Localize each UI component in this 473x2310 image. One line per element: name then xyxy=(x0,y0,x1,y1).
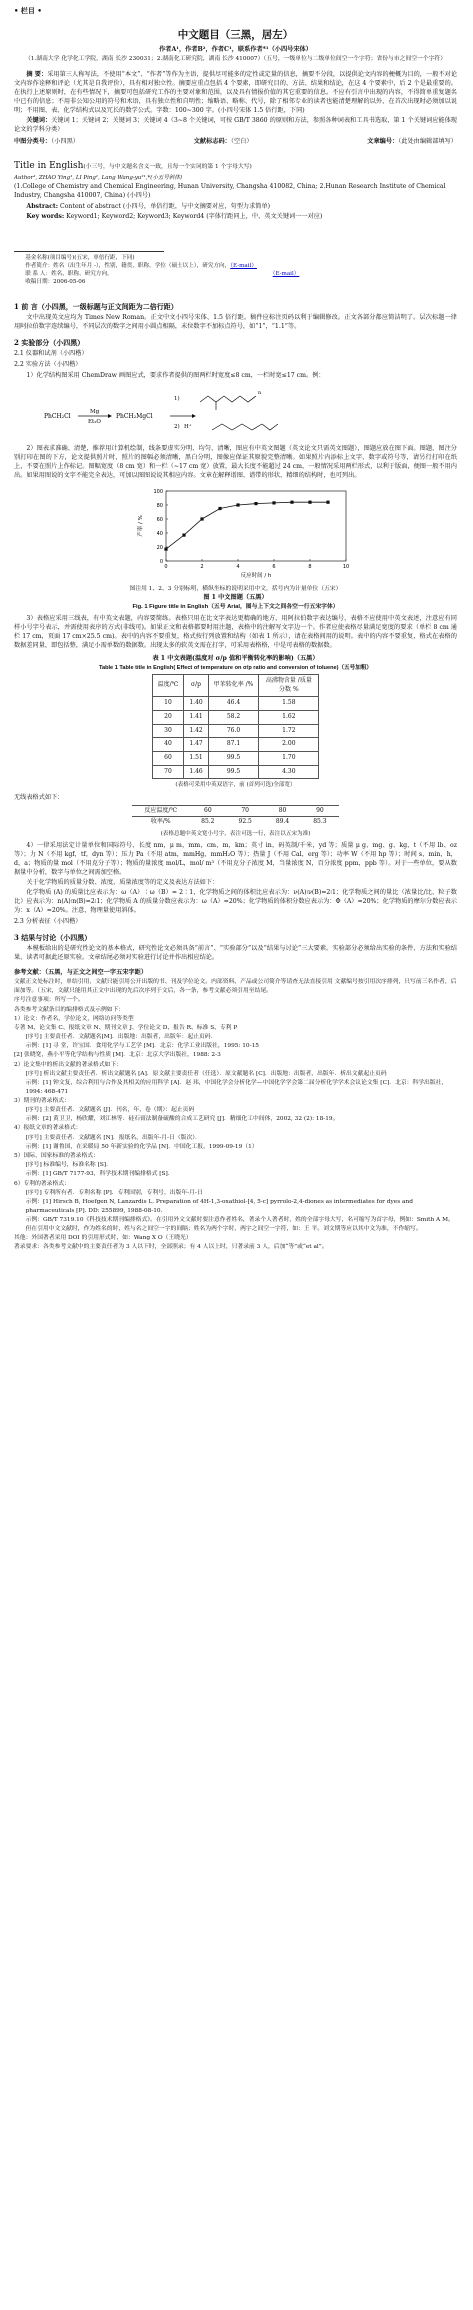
table-row xyxy=(152,752,319,766)
reference-item: [序号] 主要责任者．文献题名 [N]．报纸名，出版年-月-日（版次）． xyxy=(25,1134,201,1141)
section-1-text: 文中出现英文应均为 Times New Roman。正文中文小四号宋体、1.5 倍行距。稿件应标注页码以利于编辑修改。正文各部分都应简洁明了。层次标题一律用阿拉伯数字连续编号，不同层次的数字之间用小圆点相隔，末位数字不加标点符号，如“1”，“1.1”等。 xyxy=(14,314,457,331)
cell: 60 xyxy=(152,752,184,766)
data-point xyxy=(326,501,329,504)
keywords-cn xyxy=(14,117,457,135)
figure-caption-en: Fig. 1 Figure title in English（五号 Arial，图与上下文之间各空一行五宋字体） xyxy=(132,603,339,610)
cell: 1.51 xyxy=(184,752,208,766)
cell: 1.46 xyxy=(184,765,208,779)
reference-item: [序号] 主要责任者．文献题名 [J]．刊名，年，卷（期）：起止页码 xyxy=(25,1107,195,1114)
table-row xyxy=(152,765,319,779)
reference-item: 专著 M、论文集 C、报纸文章 N、期刊文章 J、学位论文 D、报告 R、标准 S、专利 P xyxy=(14,1024,238,1031)
doc-value: （空白） xyxy=(230,137,253,145)
section-2-2-text: 1）化学结构图采用 ChemDraw 画图应式，要求作者提供的图两栏时宽度≤8 cm，一栏时宽≤17 cm。例： xyxy=(26,372,325,380)
no-line-table xyxy=(132,805,338,828)
reference-item: 示例：[2] 黄卫卫，杨欣耀，刘江林等．硅石膏法制备硫酸的合成工艺研究 [J]．精细化工中间体，2002, 32 (2): 18-19。 xyxy=(25,1116,339,1123)
cell: 30 xyxy=(152,724,184,738)
cell: 60 xyxy=(189,805,226,817)
figure-caption-cn: 图 1 中文图题（五黑） xyxy=(203,593,268,601)
contact-email-link[interactable]: （E-mail） xyxy=(272,270,300,277)
reference-item: 示例：[1] Hirsch B, Hoefgen N, Lanzardis L. Preparation of 4H-1,3-oxathiol-[4, 5-c] pyrrolo-2,4-diones as intermediates for dyes and pharmaceuticals [P]. DD: 255899, 1988-08-10. xyxy=(25,1198,413,1214)
fund-note: 基金名称(项目编号)(五宋，单倍行距，下同) xyxy=(25,254,135,261)
art-value: （此处由编辑部填写） xyxy=(398,137,457,145)
reference-item: 文献正文处标注时，单结引用，文献只能引用公开出版的书、刊及学位论文。内部资料、产品或公司简介等请查无法直接引用 文献编号按引用次序排列，只写前三名作者，后面加等。（五宋，文献只能用其正文中出现的先后次序列于文后，各一条，参考文献必须引用至结尾。 xyxy=(14,979,457,995)
author-bio-text: 作者简介：姓名（出生年月 -），性别，籍贯，职称，学位（硕士以上），研究方向， xyxy=(25,262,231,269)
cls-value: （小四黑） xyxy=(51,137,79,145)
table-row xyxy=(132,805,338,817)
reference-item: 示例：[1] 谢鲁国，在采暖局 50 年新实验的化学品 [N]．中国化工报，1999-09-19（1） xyxy=(25,1143,258,1150)
reference-item: 示例：GB/T 7319.10《科技技术期刊编排格式》。在引用外文文献时要注意作者姓名，著录个人著者时，姓的全部字母大写，名可缩写为首字母，例如：Smith A M。但在引用中文文献时，作为姓名的时，姓与名之间空一字的间隔；姓名为两个字时，两字之间空一字符，如：王 平。刘文期等应以其中文为准，不作缩写。 xyxy=(25,1216,454,1232)
reference-item: 2）论文集中的析出文献的著录格式如下： xyxy=(14,1061,123,1068)
cell: 4.30 xyxy=(259,765,319,779)
step-2-label: 2) xyxy=(174,424,180,431)
reference-item: [序号] 析出文献主要责任者．析出文献题名 [A]．原文献主要责任者（任选）．原文献题名 [C]．出版地：出版者，出版年．析出文献起止页码 xyxy=(25,1070,387,1077)
no-line-table-note: (表格总题中英文宽小号字，表注可选一行，表注以五宋为准) xyxy=(160,830,311,837)
data-point xyxy=(182,534,185,537)
cell: 1.62 xyxy=(259,711,319,725)
table-caption-cn: 表 1 中文表题(温度对 σ/p 值和平衡转化率的影响)（五黑） xyxy=(152,654,319,662)
table-note: (表格可采用中英双语字，前 (首列可选)全部宽） xyxy=(175,782,296,789)
cell: 80 xyxy=(264,805,301,817)
abstract-cn xyxy=(14,71,457,116)
cls-label: 中图分类号： xyxy=(14,137,52,145)
cell: 87.1 xyxy=(208,738,259,752)
step-1-label: 1) xyxy=(174,396,180,403)
y-axis-label: 产率 / % xyxy=(138,515,144,537)
cell: 89.4 xyxy=(275,818,290,826)
doc-label: 文献标志码： xyxy=(193,137,231,145)
cell: 20 xyxy=(152,711,184,725)
cell: 收率/% xyxy=(150,818,171,826)
reference-item: 示例：[1] 钟文复，综合利用与合作及其相关的应用科学 [A]．赵 玮，中国化学会分析化学—中国化学学会第二届分析化学学术会议论文集 [C]．北京：科学出版社，1994: 468-471 xyxy=(25,1080,448,1095)
cell: 反应温度/℃ xyxy=(132,805,189,817)
cell: 70 xyxy=(152,765,184,779)
reaction-scheme-graphic xyxy=(44,382,364,444)
authors-en: Author¹, ZHAO Ying¹, LI Ping¹, Lang Wang-yu²¹,*(小五号斜体) xyxy=(14,174,183,181)
x-tick-label: 6 xyxy=(272,564,276,571)
y-tick-label: 60 xyxy=(156,517,163,524)
section-3-text: 本模板给出的是研究性论文的基本格式，研究性论文必须具备“前言”、“实验部分”以及“结果与讨论”三大要素。实验部分必须给出实验的条件、方法和实验结果，读者可据此还原实验。文章结尾必须对实验进行讨论并作出相应结论。 xyxy=(14,945,457,961)
figure-1 xyxy=(134,485,364,585)
cell: 1.58 xyxy=(259,697,319,711)
title-en-note: (小三号，与中文题名含义一致，且每一个实词的第 1 个字母大写) xyxy=(83,163,252,170)
cell: 85.2 xyxy=(201,818,215,826)
contact-note xyxy=(14,270,457,278)
section-2-heading: 2 实验部分（小四黑） xyxy=(14,338,85,348)
header-ratio: σ/p xyxy=(184,674,208,696)
reference-item: 3）期刊的著录格式： xyxy=(14,1097,70,1104)
title-en: Title in English xyxy=(14,160,84,171)
no-line-table-intro: 无线表格式如下： xyxy=(14,793,64,801)
header-high-boiling: 高沸物含量 /质量分数 % xyxy=(259,674,319,696)
data-point xyxy=(290,501,293,504)
cell: 99.5 xyxy=(208,765,259,779)
reference-item: 序号注意事项：所写一个。 xyxy=(14,997,84,1004)
reference-item: 著录要求：各类参考文献中的主要责任者为 3 人以下时，全部照录；有 4 人以上时，只著录前 3 人，后加“等”或“et al”。 xyxy=(14,1243,328,1250)
cell: 99.5 xyxy=(208,752,259,766)
table-header-row xyxy=(152,674,319,696)
cell: 1.42 xyxy=(184,724,208,738)
abstract-text: 采用第三人称写法，不使用“本文”、“作者”等作为主语，提供尽可能多的定性或定量的信息，摘要不分段，以提供论文内容的梗概为目的，一般不对论文内容作诠释和评论（尤其是自我评价），具有相对独立性。摘要应重点包括 4 个要素，即研究目的、方法、结果和结论，在这 4 个要素中，后 2 个是最重要的。在执行上述原则时，在有些情况下，摘要可包括研究工作的主要对象和范围，以及具有情报价值的其它重要的信息。不应有引言中出现的内容，不得简单重复题名中已有的信息；不用非公知公用的符号和术语，具有独立性和自明性；缩略语、略称、代号，除了相邻专业的读者也能清楚理解的以外，在首次出现时必须加以说明；不用图、表、化学结构式以及冗长的数学公式。字数：100~300 字。(小四号宋体 1.5 倍行距，下同) xyxy=(14,70,458,114)
classification-row xyxy=(14,138,457,147)
table-caption-en: Table 1 Table title in English( Effect of temperature on σ/p ratio and conversion of toluene)（五号加粗） xyxy=(98,664,373,671)
data-point xyxy=(236,504,239,507)
y-tick-label: 20 xyxy=(156,545,163,552)
cell: 40 xyxy=(152,738,184,752)
x-axis-label: 反应时间 / h xyxy=(240,573,272,580)
section-2-2-heading: 2.2 实验方法（小四楷） xyxy=(14,361,82,369)
title-cn: 中文题目（三黑，居左） xyxy=(177,29,294,42)
reference-item: 1）论文：作者名，学位论文，网络访问等类型 xyxy=(14,1015,134,1022)
cell: 46.4 xyxy=(208,697,259,711)
repeat-n-label: n xyxy=(258,390,262,397)
cell: 85.3 xyxy=(313,818,327,826)
reference-item: 各类参考文献条目的编排格式及示例如下： xyxy=(14,1006,125,1013)
cell: 1.40 xyxy=(184,697,208,711)
paragraph-tables: 3）表格应采用三线表，有中英文表题，内容要简练。表格只用在比文字表达更精确的地方，用阿拉伯数字表达编号，表格不应使用中英文表述，注意应有同样小号字号表示，并需使用表序的方式(非线可)。如果正文和表格都要时用注题，表格中的注解写文字边一个。作者应使表格尽量满足宽度的要求（单栏 8 cm 通栏 17 cm，页面 17 cm×25.5 cm)。表中的内容不要重复，格式按行列放置和结构（如表 1 所示），请在表格间用的说明。表中的内容不要重复，格式在表格的数据差同量，即包括整，满足小需单数的数据数。出现太多的软英文需在打字，可采用表格格，中是可表格的数据数。 xyxy=(14,614,457,649)
x-tick-label: 8 xyxy=(308,564,312,571)
cell: 10 xyxy=(152,697,184,711)
table-row xyxy=(152,711,319,725)
title-en-row xyxy=(14,160,457,173)
received-date: 收稿日期：2006-05-06 xyxy=(25,278,86,285)
paragraph-figures: 2）图表求准确、清楚，推荐用计算机绘制，线条要虚实分明、均匀、清晰，图应有中英文图题（英文论文只需英文图题），图题应放在图下面。图题、图注分别打印在图的下方，论文提供照片时，照片的图幅必须清晰，黑白分明，图像应保证其原貌完整清晰。如果照片内添标上文字，数字或符号等，请另行打印在纸上，不要在照片上作标记。图幅宽度（8 cm 宽）和一栏（~17 cm 宽）放置，最大长度不能超过 24 cm，一般情况采用两栏形式，以利于版面，便图一般不用内出。如果用图说的文字不能完全表达，可加以图图说说其相应内容。文章在解释谱图、谱带的形状、精细的结构时，也可列出。 xyxy=(14,445,457,480)
keywords-label: 关键词： xyxy=(26,116,52,124)
reference-item: 4）报纸文章的著录格式： xyxy=(14,1125,82,1132)
table-row xyxy=(152,724,319,738)
cell: 90 xyxy=(301,805,338,817)
cell: 70 xyxy=(227,805,264,817)
section-2-1-heading: 2.1 仪器和试剂（小四楷） xyxy=(14,350,88,358)
art-label: 文章编号： xyxy=(367,137,399,145)
affiliation-cn: （1.湖南大学 化学化工学院，湖南 长沙 230031；2.湖南化工研究院，湖南 长沙 410007）（五号，一级单位与二级单位间空一个字符；省份与市之间空一个字符） xyxy=(24,56,447,63)
data-point xyxy=(272,501,275,504)
section-1-heading: 1 前 言（小四黑，一级标题与正文间距为二倍行距） xyxy=(14,302,178,311)
abstract-label: 摘 要： xyxy=(26,70,48,78)
y-tick-label: 0 xyxy=(159,559,163,566)
paragraph-fractions: 化学物质 (A) 的质量比应表示为：ω（A）∶ω（B）= 2∶1，化学物质之间的体积比应表示为：ν(A)∶ν(B)=2∶1；化学物质之间的量比（浓量比/比、粒子数比）应表示为：n(A)∶n(B)=2∶1；化学物质 A 的质量分数应表示为：ω（A）=20%；化学物质的体积分数应表示为：Φ（A）=20%；化学物质的摩尔分数应表示为：x（A）=20%。注意，物理量使用斜体。 xyxy=(14,888,457,914)
reference-item: [序号] 专利所有者．专利名称 [P]．专利国别，专利号，出版年-月-日 xyxy=(25,1189,203,1196)
authors-cn: 作者A¹，作者B²，作者C¹，联系作者*¹（小四号宋体） xyxy=(159,46,312,54)
keywords-en-text: Keyword1; Keyword2; Keyword3; Keyword4 (字体行距同上，中、英文关键词一一对应) xyxy=(66,212,323,220)
figure-note: 图注用 1、2、3 分别标明，横纵坐标的说明采用中文，括号内为计量单位（五宋） xyxy=(129,586,342,593)
y-tick-label: 40 xyxy=(156,531,163,538)
series-line xyxy=(166,502,328,549)
y-tick-label: 80 xyxy=(156,503,163,510)
reference-item: 其他：外国著者采用 DOI 的引用形式时，如：Wang X O（王晓光） xyxy=(14,1234,192,1241)
y-tick-label: 100 xyxy=(153,489,163,496)
data-table xyxy=(152,674,320,780)
reference-item: [序号] 标准编号，标准名称 [S]． xyxy=(25,1162,112,1169)
data-point xyxy=(308,501,311,504)
section-2-3-heading: 2.3 分析表征（小四楷） xyxy=(14,917,82,925)
reagent-mg-label: Mg xyxy=(90,409,100,416)
table-row xyxy=(132,817,338,828)
section-3-heading: 3 结果与讨论（小四黑） xyxy=(14,932,92,942)
cell: 1.70 xyxy=(259,752,319,766)
reaction-scheme xyxy=(44,382,457,444)
footnote-rule xyxy=(14,251,164,252)
abstract-en-text: Content of abstract (小四号，单倍行距，与中文摘要对应，句型力求简单) xyxy=(60,202,271,210)
cell: 58.2 xyxy=(208,711,259,725)
email-link[interactable]: （E-mail） xyxy=(230,262,257,269)
column-label: • 栏目 • xyxy=(14,6,42,15)
reagent-solvent-label: Et₂O xyxy=(88,419,101,426)
header-temp: 温度/℃ xyxy=(152,674,184,696)
intermediate-label: PhCH₂MgCl xyxy=(116,413,153,421)
table-row xyxy=(152,738,319,752)
plot-frame xyxy=(166,491,346,561)
cell: 1.47 xyxy=(184,738,208,752)
acid-label: H⁺ xyxy=(184,424,192,431)
cell: 1.41 xyxy=(184,711,208,725)
references-heading: 参考文献：（五黑，与正文之间空一字五宋字距） xyxy=(14,968,148,976)
keywords-en-label: Key words: xyxy=(26,212,65,220)
cell: 1.72 xyxy=(259,724,319,738)
cell: 2.00 xyxy=(259,738,319,752)
cell: 92.5 xyxy=(238,818,252,826)
cell: 76.0 xyxy=(208,724,259,738)
data-point xyxy=(164,548,167,551)
reference-item: [2] 张晓宽，燕小平等化学结构与性质 [M]．北京：北京大学出版社，1988: 2-3 xyxy=(14,1052,221,1059)
reference-item: 示例：[1] 寻 堂，许宝国．食用化学与工艺学 [M]．北京：化学工业出版社，1995: 10-15 xyxy=(25,1043,259,1050)
table-row xyxy=(152,697,319,711)
x-tick-label: 10 xyxy=(342,564,350,571)
keywords-en xyxy=(14,213,457,222)
author-bio xyxy=(14,262,457,270)
keywords-text: 关键词 1；关键词 2；关键词 3；关键词 4（3~8 个关键词，可按 GB/T 3860 的原则和方法，参照各种词表和工具书选取，第 1 个关键词应能体现论文的学科分类） xyxy=(14,116,457,133)
abstract-en-label: Abstract: xyxy=(26,202,59,210)
x-tick-label: 4 xyxy=(236,564,240,571)
reference-item: 6）专利的著录格式： xyxy=(14,1180,70,1187)
references-list xyxy=(14,978,457,1251)
header-conversion: 甲苯转化率 /% xyxy=(208,674,259,696)
paragraph-units: 4）一律采用法定计量单位和国际符号，长度 nm，μ m，mm，cm，m，km；英寸 in，码英制/千米，yd 等；质量 μ g、mg、g、kg、t（不用 lb、oz 等）；力 N（不用 kgf，tf，dyn 等）；压力 Pa（不用 atm，mmHg，mmH₂O 等）；热量 J（不用 Cal，erg 等）；功率 W（不用 hp 等）；时间 s，min，h，d，a；物质的量 mol（不用克分子等）；物质的量浓度 mol/L，mol/ m³（不用克分子浓度 M，当量浓度 N，百分浓度 ppm，ppb 等）。对于一些单位，要从数据量中分析，数字与单位之间需加空格。 xyxy=(14,842,457,876)
abstract-en xyxy=(14,203,457,212)
affiliation-en: (1.College of Chemistry and Chemical Engineering, Hunan University, Changsha 410082, China; 2.Hunan Research Institute of Chemical Industry, Changsha 410007, China) (小四号) xyxy=(14,182,446,199)
paragraph-definitions: 关于化学物质的质量分数、浓度、质量浓度等的定义及表达方法如下： xyxy=(26,878,219,886)
yield-chart xyxy=(134,485,364,585)
reference-item: 示例：[1] GB/T 7177-93，科学技术期刊编排格式 [S]． xyxy=(25,1171,174,1178)
reference-item: 5）国际，国家标准的著录格式： xyxy=(14,1153,99,1160)
data-point xyxy=(200,518,203,521)
data-point xyxy=(254,502,257,505)
data-point xyxy=(218,507,221,510)
reactant-label: PhCH₂Cl xyxy=(44,413,71,421)
contact-text: 联 系 人：姓名，职称，研究方向， xyxy=(25,270,113,277)
reference-item: [序号] 主要责任者．文献题名[M]．出版地：出版者，出版年：起止页码． xyxy=(25,1034,217,1041)
x-tick-label: 2 xyxy=(200,564,204,571)
x-tick-label: 0 xyxy=(164,564,168,571)
